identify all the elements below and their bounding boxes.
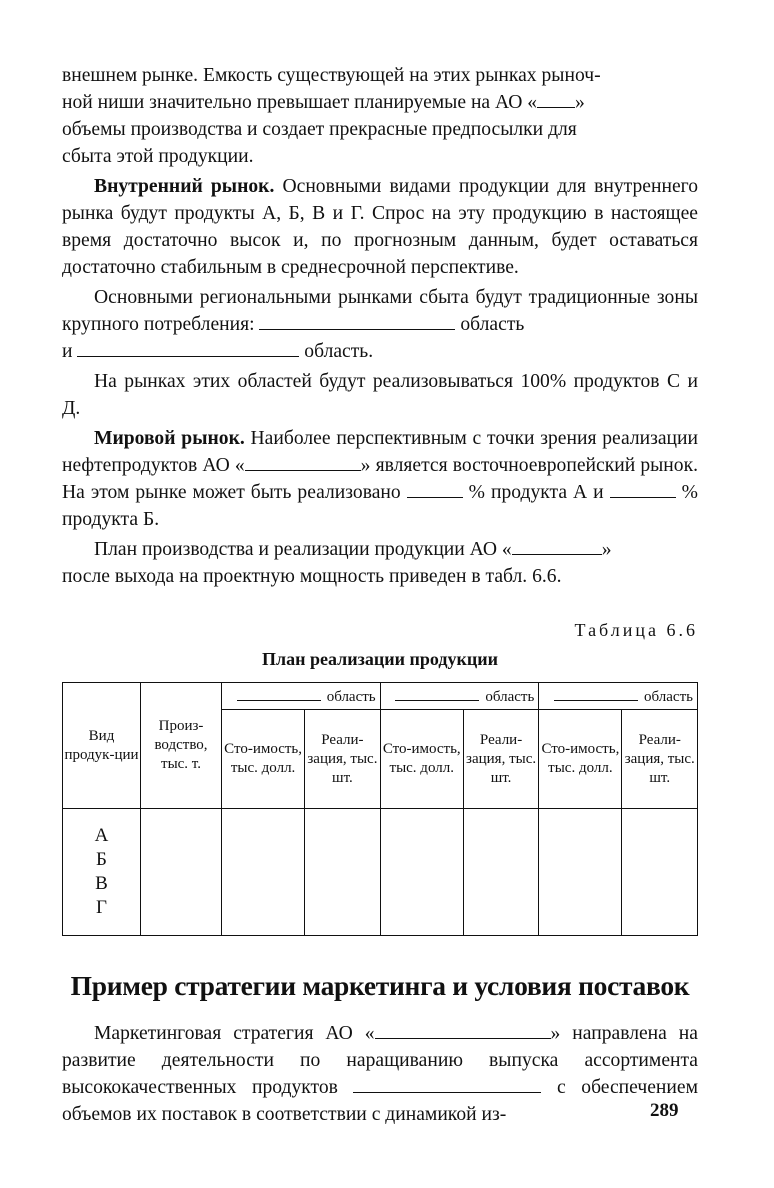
p1-quote: » (575, 92, 585, 113)
region-3-label: область (644, 688, 693, 705)
sales-plan-table (62, 682, 698, 936)
product-list-cell (63, 809, 141, 936)
table-caption: Таблица 6.6 (574, 620, 698, 640)
empty-cell (141, 809, 222, 936)
region-1-label: область (326, 688, 376, 705)
regional-text-b: область (455, 314, 525, 335)
world-market-lead: Мировой рынок. (94, 428, 245, 449)
header-sales-1: Реали-зация, тыс. шт. (305, 710, 380, 809)
empty-cell (305, 809, 380, 936)
blank-company-1 (537, 90, 575, 108)
empty-cell (380, 809, 463, 936)
p1-line3: объемы производства и создает прекрасные предпосылки для (62, 119, 577, 140)
header-region-1 (222, 683, 381, 710)
header-sales-2: Реали-зация, тыс. шт. (463, 710, 538, 809)
section-heading: Пример стратегии маркетинга и условия поставок (70, 970, 690, 1001)
blank-products (353, 1075, 541, 1093)
header-sales-3: Реали-зация, тыс. шт. (622, 710, 698, 809)
header-cost-3: Сто-имость, тыс. долл. (539, 710, 622, 809)
header-cost-2: Сто-имость, тыс. долл. (380, 710, 463, 809)
page-body (62, 62, 698, 1128)
strategy-text-a: Маркетинговая стратегия АО « (94, 1023, 375, 1044)
blank-percent-a (407, 480, 463, 498)
blank-region-2 (77, 339, 299, 357)
strategy-text-c: с обеспечением объемов их поставок в соответствии с динамикой из- (62, 1077, 698, 1125)
blank-company-2 (245, 453, 361, 471)
paragraph-marketing-strategy (62, 1020, 698, 1128)
blank-percent-b (610, 480, 676, 498)
paragraph-plan (62, 536, 698, 590)
empty-cell (222, 809, 305, 936)
empty-cell (463, 809, 538, 936)
paragraph-1 (62, 62, 698, 170)
world-text-c: % продукта А и (462, 482, 610, 503)
blank-company-3 (512, 537, 602, 555)
world-text-a: Наиболее перспективным с точки зрения реализации нефтепродуктов АО « (62, 428, 698, 476)
plan-text-a: План производства и реализации продукции АО « (94, 539, 512, 560)
p1-line1: внешнем рынке. Емкость существующей на этих рынках рыноч- (62, 65, 601, 86)
paragraph-world-market (62, 425, 698, 533)
product-row-label: Г (96, 897, 107, 918)
regional-text-c: и (62, 341, 78, 362)
plan-text-c: после выхода на проектную мощность приведен в табл. 6.6. (62, 566, 562, 587)
header-region-2 (380, 683, 539, 710)
product-row-label: В (95, 873, 108, 894)
paragraph-domestic-market (62, 173, 698, 281)
empty-cell (622, 809, 698, 936)
p1-line2: ной ниши значительно превышает планируемые на АО « (62, 92, 538, 113)
p1-line4: сбыта этой продукции. (62, 146, 254, 167)
strategy-text-b: » направлена на развитие деятельности по наращиванию выпуска ассортимента высококачественных продуктов (62, 1023, 698, 1098)
plan-text-b: » (601, 539, 612, 560)
paragraph-regional-sales: На рынках этих областей будут реализовываться 100% продуктов С и Д. (62, 371, 698, 419)
world-text-d: % продукта Б. (62, 482, 698, 530)
empty-cell (539, 809, 622, 936)
product-row-label: Б (96, 849, 107, 870)
world-text-b: » является восточноевропейский рынок. На этом рынке может быть реализовано (62, 455, 698, 503)
product-row-label: А (94, 825, 109, 846)
domestic-market-text: Основными видами продукции для внутреннего рынка будут продукты А, Б, В и Г. Спрос на эту продукцию в настоящее время достаточно высок и, по прогнозным данным, будет оставаться достаточно стабильным в среднесрочной перспективе. (62, 176, 698, 278)
header-cost-1: Сто-имость, тыс. долл. (222, 710, 305, 809)
table-title: План реализации продукции (262, 649, 498, 669)
header-region-3 (539, 683, 698, 710)
blank-region-1 (259, 312, 455, 330)
header-production: Произ-водство, тыс. т. (141, 683, 222, 809)
paragraph-regional-markets (62, 284, 698, 365)
regional-text-a: Основными региональными рынками сбыта будут традиционные зоны крупного потребления: (62, 287, 698, 335)
blank-company-4 (375, 1021, 551, 1039)
regional-text-d: область. (299, 341, 374, 362)
domestic-market-lead: Внутренний рынок. (94, 176, 275, 197)
page-number: 289 (650, 1100, 679, 1121)
region-2-label: область (485, 688, 535, 705)
header-product-type: Вид продук-ции (63, 683, 141, 809)
